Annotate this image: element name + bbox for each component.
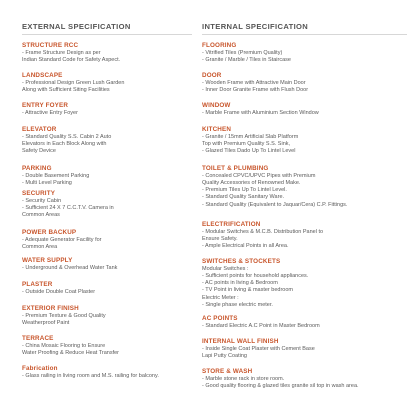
internal-specification-column bbox=[202, 22, 408, 389]
spec-section bbox=[22, 102, 78, 117]
spec-section-title: ELECTRIFICATION bbox=[202, 221, 261, 228]
spec-line: - Glazed Tiles Dado Up To Lintel Level bbox=[202, 148, 296, 155]
spec-line: - Sufficient points for household appliances. bbox=[202, 272, 309, 279]
spec-line: Ensure Safety. bbox=[202, 235, 238, 242]
spec-section-title: AC POINTS bbox=[202, 315, 238, 322]
spec-line: - Standard Quality S.S. Cabin 2 Auto bbox=[22, 133, 112, 140]
spec-line: - China Mosaic Flooring to Ensure bbox=[22, 342, 106, 349]
spec-line: - Professional Design Green Lush Garden bbox=[22, 79, 125, 86]
spec-line: - Inner Door Granite Frame with Flush Door bbox=[202, 86, 309, 93]
spec-section-title: STORE & WASH bbox=[202, 368, 253, 375]
spec-line: Quality Accessories of Renowned Make. bbox=[202, 179, 301, 186]
spec-line: - Single phase electric meter. bbox=[202, 301, 273, 308]
spec-line: - Marble stone rack in store room. bbox=[202, 375, 285, 382]
spec-section-title: TERRACE bbox=[22, 335, 54, 342]
spec-section bbox=[22, 165, 89, 187]
spec-section-title: TOILET & PLUMBING bbox=[202, 165, 269, 172]
spec-line: - Standard Electric A.C Point in Master Bedroom bbox=[202, 322, 320, 329]
spec-line: - Premium Tiles Up To Lintel Level. bbox=[202, 187, 287, 194]
spec-section bbox=[202, 338, 315, 360]
spec-section-title: LANDSCAPE bbox=[22, 72, 63, 79]
spec-line: - Sufficient 24 X 7 C.C.T.V. Camera in bbox=[22, 204, 114, 211]
spec-line: Electric Meter : bbox=[202, 294, 239, 301]
spec-section bbox=[202, 165, 347, 209]
spec-section-title: POWER BACKUP bbox=[22, 229, 77, 236]
spec-line: Modular Switches : bbox=[202, 265, 249, 272]
spec-line: - TV Point in living & master bedroom bbox=[202, 287, 293, 294]
spec-line: Lapi Putty Coating bbox=[202, 352, 247, 359]
spec-section bbox=[22, 281, 95, 296]
spec-section-title: KITCHEN bbox=[202, 126, 232, 133]
spec-line: - Frame Structure Design as per bbox=[22, 49, 101, 56]
spec-section-title: STRUCTURE RCC bbox=[22, 42, 79, 49]
spec-line: - Granite / 15mm Artificial Slab Platform bbox=[202, 133, 299, 140]
spec-line: Weatherproof Paint bbox=[22, 319, 70, 326]
spec-line: - Attractive Entry Foyer bbox=[22, 109, 78, 116]
header-divider bbox=[202, 34, 407, 35]
external-specification-title: EXTERNAL SPECIFICATION bbox=[22, 22, 131, 31]
spec-section bbox=[202, 126, 298, 155]
spec-section bbox=[22, 229, 101, 251]
spec-line: Along with Sufficient Siting Facilities bbox=[22, 86, 110, 93]
spec-line: - Inside Single Coat Plaster with Cement Base bbox=[202, 345, 315, 352]
spec-line: - Marble Frame with Aluminium Section Window bbox=[202, 109, 319, 116]
spec-section bbox=[202, 221, 323, 250]
spec-section-title: ENTRY FOYER bbox=[22, 102, 69, 109]
spec-section-title: EXTERIOR FINISH bbox=[22, 305, 79, 312]
spec-section-title: ELEVATOR bbox=[22, 126, 57, 133]
spec-section bbox=[202, 42, 291, 64]
spec-section-title: WATER SUPPLY bbox=[22, 257, 73, 264]
spec-section bbox=[22, 335, 119, 357]
spec-line: - Adequate Generator Facility for bbox=[22, 236, 102, 243]
spec-line: - Ample Electrical Points in all Area. bbox=[202, 243, 289, 250]
spec-section bbox=[202, 368, 359, 390]
spec-section bbox=[22, 72, 124, 94]
spec-section-title: SWITCHES & STOCKETS bbox=[202, 258, 281, 265]
spec-line: - Double Basement Parking bbox=[22, 172, 90, 179]
spec-line: - Outside Double Coat Plaster bbox=[22, 288, 96, 295]
spec-section-title: PLASTER bbox=[22, 281, 53, 288]
spec-section bbox=[22, 126, 111, 155]
spec-section-title: Fabrication bbox=[22, 365, 58, 372]
spec-section-title: SECURITY bbox=[22, 190, 56, 197]
spec-line: - Security Cabin bbox=[22, 197, 62, 204]
spec-line: Indian Standard Code for Safety Aspect. bbox=[22, 56, 121, 63]
spec-line: - Glass railing in living room and M.S. railing for balcony. bbox=[22, 372, 159, 379]
spec-section bbox=[202, 258, 308, 309]
spec-line: - Concealed CPVC/UPVC Pipes with Premium bbox=[202, 172, 316, 179]
spec-section-title: PARKING bbox=[22, 165, 52, 172]
header-divider bbox=[22, 34, 192, 35]
spec-line: - Good quality flooring & glazed tiles granite sil top in wash area. bbox=[202, 382, 359, 389]
spec-line: - Wooden Frame with Attractive Main Door bbox=[202, 79, 306, 86]
spec-section bbox=[202, 102, 319, 117]
spec-line: Common Area bbox=[22, 243, 58, 250]
spec-section bbox=[22, 257, 117, 272]
spec-section bbox=[22, 42, 120, 64]
external-specification-column bbox=[22, 22, 198, 379]
spec-line: - Premium Texture & Good Quality bbox=[22, 312, 106, 319]
spec-section bbox=[202, 315, 320, 330]
spec-line: Top with Premium Quality S.S. Sink, bbox=[202, 140, 291, 147]
spec-line: - Standard Quality Sanitary Ware. bbox=[202, 194, 285, 201]
spec-line: - Modular Switches & M.C.B. Distribution Panel to bbox=[202, 228, 324, 235]
spec-line: - Multi Level Parking bbox=[22, 179, 72, 186]
spec-section bbox=[202, 72, 308, 94]
spec-line: - Standard Quality (Equivalent to Jaquar/Cera) C.P. Fittings. bbox=[202, 201, 348, 208]
spec-section bbox=[22, 365, 159, 380]
spec-section bbox=[22, 190, 114, 219]
spec-section-title: WINDOW bbox=[202, 102, 231, 109]
spec-section-title: INTERNAL WALL FINISH bbox=[202, 338, 279, 345]
spec-section-title: DOOR bbox=[202, 72, 222, 79]
spec-line: Water Proofing & Reduce Heat Transfer bbox=[22, 349, 120, 356]
spec-line: - Granite / Marble / Tiles in Staircase bbox=[202, 56, 291, 63]
spec-line: - AC points in living & Bedroom bbox=[202, 280, 278, 287]
spec-line: - Vitrified Tiles (Premium Quality) bbox=[202, 49, 283, 56]
internal-specification-title: INTERNAL SPECIFICATION bbox=[202, 22, 309, 31]
spec-section-title: FLOORING bbox=[202, 42, 237, 49]
spec-section bbox=[22, 305, 106, 327]
spec-line: Common Areas bbox=[22, 212, 60, 219]
spec-line: Elevators in Each Block Along with bbox=[22, 140, 107, 147]
spec-line: - Underground & Overhead Water Tank bbox=[22, 264, 118, 271]
spec-line: Safety Device bbox=[22, 148, 56, 155]
